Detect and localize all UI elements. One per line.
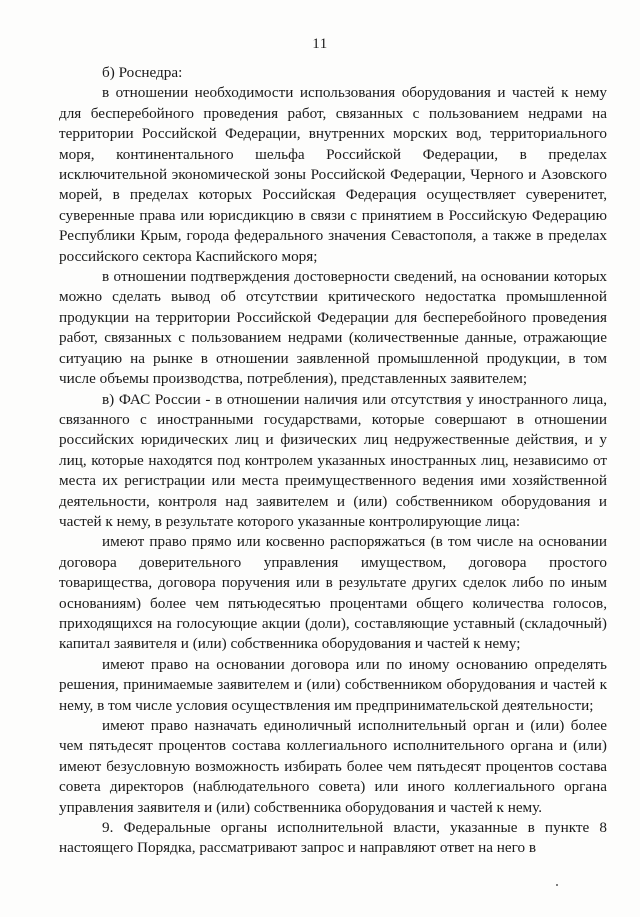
paragraph-appointment-rights: имеют право назначать единоличный исполнительный орган и (или) более чем пятьдесят процентов состава коллегиального исполнительного органа и (или) имеют безусловную возможность избирать более чем пятьдесят процентов состава совета директоров (наблюдательного совета) или иного коллегиального органа управления заявителя и (или) собственника оборудования и частей к нему. bbox=[59, 717, 607, 816]
paragraph-voting-rights: имеют право прямо или косвенно распоряжаться (в том числе на основании договора доверительного управления имуществом, договора простого товарищества, договора поручения или в результате других сделок либо по иным основаниям) более чем пятьюдесятью процентами общего количества голосов, приходящихся на голосующие акции (доли), составляющие уставный (складочный) капитал заявителя и (или) собственника оборудования и частей к нему; bbox=[59, 533, 607, 653]
paragraph-decision-rights: имеют право на основании договора или по иному основанию определять решения, принимаемые заявителем и (или) собственником оборудования и частей к нему, в том числе условия осуществления им предпринимательской деятельности; bbox=[59, 655, 607, 714]
paragraph-item-9: 9. Федеральные органы исполнительной власти, указанные в пункте 8 настоящего Порядка, рассматривают запрос и направляют ответ на него в bbox=[59, 819, 607, 857]
paragraph-equipment-necessity: в отношении необходимости использования оборудования и частей к нему для бесперебойного проведения работ, связанных с пользованием недрами на территории Российской Федерации, внутренних морских вод, территориального моря, континентального шельфа Российской Федерации, в пределах исключительной экономической зоны Российской Федерации, Черного и Азовского морей, в пределах которых Российская Федерация осуществляет суверенитет, суверенные права или юрисдикцию в связи с принятием в Российскую Федерацию Республики Крым, города федерального значения Севастополя, а также в пределах российского сектора Каспийского моря; bbox=[59, 84, 607, 265]
paragraph-rosnedra-heading: б) Роснедра: bbox=[102, 64, 183, 81]
paragraph-fas-control: в) ФАС России - в отношении наличия или отсутствия у иностранного лица, связанного с иностранными государствами, которые совершают в отношении российских юридических лиц и физических лиц недружественные действия, и у лиц, которые находятся под контролем указанных иностранных лиц, независимо от места их регистрации или места преимущественного ведения ими хозяйственной деятельности, контроля над заявителем и (или) собственником оборудования и частей к нему, в результате которого указанные контролирующие лица: bbox=[59, 390, 607, 530]
document-body bbox=[59, 63, 607, 859]
scan-speck bbox=[556, 884, 558, 886]
paragraph-data-verification: в отношении подтверждения достоверности сведений, на основании которых можно сделать вывод об отсутствии критического недостатка промышленной продукции на территории Российской Федерации для бесперебойного проведения работ, связанных с пользованием недрами (количественные данные, отражающие ситуацию на рынке в отношении заявленной промышленной продукции, в том числе объемы производства, потребления), представленных заявителем; bbox=[59, 268, 607, 388]
page-number: 11 bbox=[312, 36, 328, 52]
